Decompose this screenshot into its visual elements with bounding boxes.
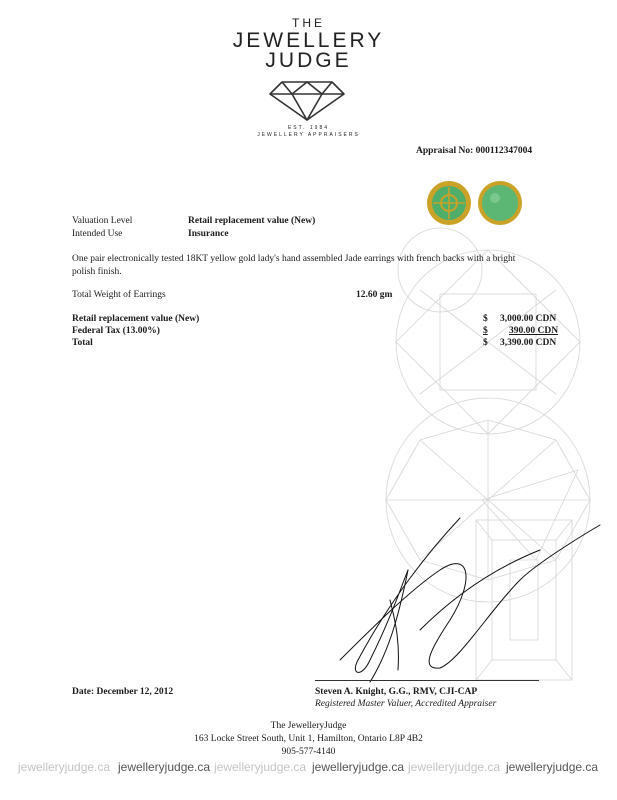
intended-use-label: Intended Use [72, 229, 123, 239]
total-amount: 3,390.00 CDN [500, 338, 557, 348]
federal-tax-label: Federal Tax (13.00%) [72, 326, 160, 336]
total-label: Total [72, 338, 93, 348]
watermark-url: jewelleryjudge.ca [214, 760, 307, 774]
diamond-logo-icon [268, 76, 346, 122]
footer-phone: 905-577-4140 [281, 747, 336, 757]
jade-earrings-photo [425, 178, 525, 228]
item-description: One pair electronically tested 18KT yellow gold lady's hand assembled Jade earrings with french backs with a bright polish finish. [72, 254, 516, 277]
appraisal-date: Date: December 12, 2012 [72, 687, 174, 697]
federal-tax-amount: 390.00 CDN [509, 326, 559, 336]
intended-use-value: Insurance [188, 229, 229, 239]
weight-value: 12.60 gm [356, 290, 393, 300]
weight-label: Total Weight of Earrings [72, 290, 166, 300]
total-currency: $ [483, 338, 488, 348]
logo-judge: JUDGE [265, 49, 352, 72]
handwritten-signature [300, 510, 610, 690]
watermark-url: jewelleryjudge.ca [18, 760, 111, 774]
logo-established: EST. 1984 [287, 125, 330, 131]
watermark-url: jewelleryjudge.ca [118, 760, 211, 774]
retail-value-label: Retail replacement value (New) [72, 314, 200, 324]
logo-jewellery: JEWELLERY [232, 29, 385, 52]
watermark-url: jewelleryjudge.ca [408, 760, 501, 774]
watermark-url: jewelleryjudge.ca [506, 760, 599, 774]
valuation-level-value: Retail replacement value (New) [188, 216, 316, 226]
footer-company: The JewelleryJudge [270, 721, 347, 731]
logo-the: THE [292, 16, 325, 30]
watermark-url: jewelleryjudge.ca [312, 760, 405, 774]
logo-subtitle: JEWELLERY APPRAISERS [257, 132, 360, 138]
retail-value-amount: 3,000.00 CDN [500, 314, 557, 324]
footer-address: 163 Locke Street South, Unit 1, Hamilton, Ontario L8P 4B2 [194, 734, 423, 744]
signature-line [315, 680, 539, 681]
appraisal-number: Appraisal No: 000112347004 [416, 146, 533, 156]
retail-value-currency: $ [483, 314, 488, 324]
appraiser-title: Registered Master Valuer, Accredited Appraiser [315, 699, 497, 709]
valuation-level-label: Valuation Level [72, 216, 133, 226]
federal-tax-currency: $ [483, 326, 488, 336]
appraiser-name: Steven A. Knight, G.G., RMV, CJI-CAP [315, 687, 478, 697]
